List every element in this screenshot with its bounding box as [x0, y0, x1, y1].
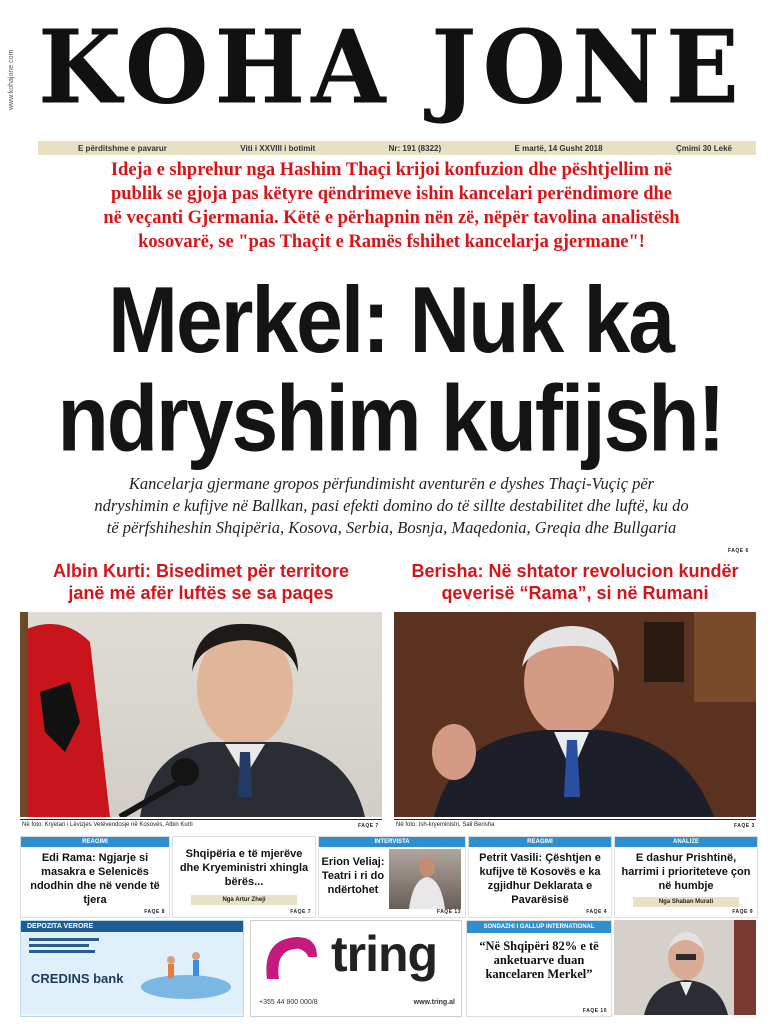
merkel-photo-illustration [614, 920, 756, 1015]
ad-tring[interactable] [250, 920, 462, 1017]
box-tag: REAGIMI [469, 837, 611, 847]
box-tag: REAGIMI [21, 837, 169, 847]
story-left-caption: Në foto: Kryetari i Lëvizjes Vetëvendosje në Kosovës, Albin Kurti [22, 822, 193, 828]
lede-text [24, 473, 759, 539]
lede-page-ref: FAQE 6 [728, 548, 749, 554]
info-tagline: E përditshme e pavarur [78, 143, 167, 153]
ad-credins-header: DEPOZITA VERORE [21, 921, 243, 932]
story-right-title[interactable] [392, 560, 758, 604]
lede-line: të përfshiheshin Shqipëria, Kosova, Serbia, Bosnja, Maqedonia, Greqia dhe Bullgaria [106, 518, 677, 537]
box-tag: INTERVISTA [319, 837, 465, 847]
deck-line: publik se gjoja pas këtyre qëndrimeve ishin kancelari perëndimore dhe [110, 184, 673, 204]
box-gallup[interactable] [466, 920, 612, 1017]
box-page-ref: FAQE 9 [732, 909, 753, 915]
ad-credins[interactable] [20, 920, 244, 1017]
deck-line: kosovarë, se "pas Thaçit e Ramës fshihet kancelarja gjermane"! [138, 232, 645, 252]
divider [394, 819, 756, 820]
kurti-photo [20, 612, 382, 817]
story-right-title-line: qeverisë “Rama”, si në Rumani [441, 583, 709, 603]
berisha-photo [394, 612, 756, 817]
story-left-title-line: Albin Kurti: Bisedimet për territore [52, 561, 350, 581]
info-issue: Nr: 191 (8322) [388, 143, 442, 153]
info-price: Çmimi 30 Lekë [675, 143, 732, 153]
deck-line: Ideja e shprehur nga Hashim Thaçi krijoi konfuzion dhe pështjellim në [110, 160, 673, 180]
story-left-page-ref: FAQE 7 [358, 823, 379, 829]
info-date: E martë, 14 Gusht 2018 [514, 143, 603, 153]
lede-line: Kancelarja gjermane gropos përfundimisht aventurën e dyshes Thaçi-Vuçiç për [128, 474, 655, 493]
lede-line: ndryshimin e kufijve në Ballkan, pasi efekti domino do të sillte destabilitet dhe luftë, ku do [94, 496, 689, 515]
box-page-ref: FAQE 4 [586, 909, 607, 915]
box-text: Shqipëria e të mjerëve dhe Kryeministri xhingla bërës... [179, 848, 309, 888]
story-left-title[interactable] [18, 560, 384, 604]
ad-credins-bank: CREDINS bank [31, 971, 124, 986]
box-text: Edi Rama: Ngjarje si masakra e Selenicës ndodhin dhe në vende të tjera [30, 852, 160, 906]
box-page-ref: FAQE 13 [436, 909, 461, 915]
kurti-photo-illustration [20, 612, 382, 817]
box-murati[interactable] [614, 836, 758, 918]
berisha-photo-illustration [394, 612, 756, 817]
masthead [0, 0, 771, 142]
tring-logo-icon [257, 929, 327, 989]
box-vasili[interactable] [468, 836, 612, 918]
info-bar [38, 141, 756, 155]
box-text: Petrit Vasili: Çështjen e kufijve të Kosovës e ka zgjidhur Deklarata e Pavarësisë [479, 852, 601, 906]
main-headline[interactable] [18, 266, 763, 471]
divider [20, 819, 382, 820]
deck-line: në veçanti Gjermania. Këtë e përhapnin nën zë, nëpër tavolina analistësh [103, 208, 680, 228]
box-author: Nga Shaban Murati [633, 897, 739, 907]
story-right-title-line: Berisha: Në shtator revolucion kundër [411, 561, 739, 581]
tring-phone: +355 44 800 000/8 [259, 999, 318, 1006]
box-page-ref: FAQE 8 [144, 909, 165, 915]
story-right-page-ref: FAQE 3 [734, 823, 755, 829]
box-tag: ANALIZE [615, 837, 757, 847]
veliaj-photo [389, 849, 461, 909]
box-author: Nga Artur Zheji [191, 895, 297, 905]
story-right-caption: Në foto: Ish-kryeministri, Sali Berisha [396, 822, 495, 828]
box-text: E dashur Prishtinë, harrimi i prioriteteve çon në humbje [621, 852, 751, 892]
box-page-ref: FAQE 10 [582, 1008, 607, 1014]
tring-brand: tring [331, 926, 438, 982]
headline-line: Merkel: Nuk ka [108, 266, 673, 372]
side-url: www.kohajone.com [8, 49, 15, 110]
headline-line: ndryshim kufijsh! [57, 365, 724, 471]
info-year: Viti i XXVIII i botimit [240, 143, 316, 153]
deck-text [24, 158, 759, 254]
box-page-ref: FAQE 7 [290, 909, 311, 915]
veliaj-photo-illustration [389, 849, 461, 909]
story-left-title-line: janë më afër luftës se sa paqes [68, 583, 334, 603]
box-zheji[interactable] [172, 836, 316, 918]
box-text: “Në Shqipëri 82% e të anketuarve duan kancelaren Merkel” [479, 939, 599, 981]
box-text: Erion Veliaj: Teatri i ri do ndërtohet [321, 856, 385, 896]
box-tag: SONDAZHI I GALLUP INTERNATIONAL [467, 921, 611, 933]
box-veliaj[interactable] [318, 836, 466, 918]
merkel-photo [614, 920, 756, 1015]
newspaper-title: KOHA JONE [37, 8, 746, 127]
box-rama[interactable] [20, 836, 170, 918]
tring-url: www.tring.al [413, 999, 455, 1006]
